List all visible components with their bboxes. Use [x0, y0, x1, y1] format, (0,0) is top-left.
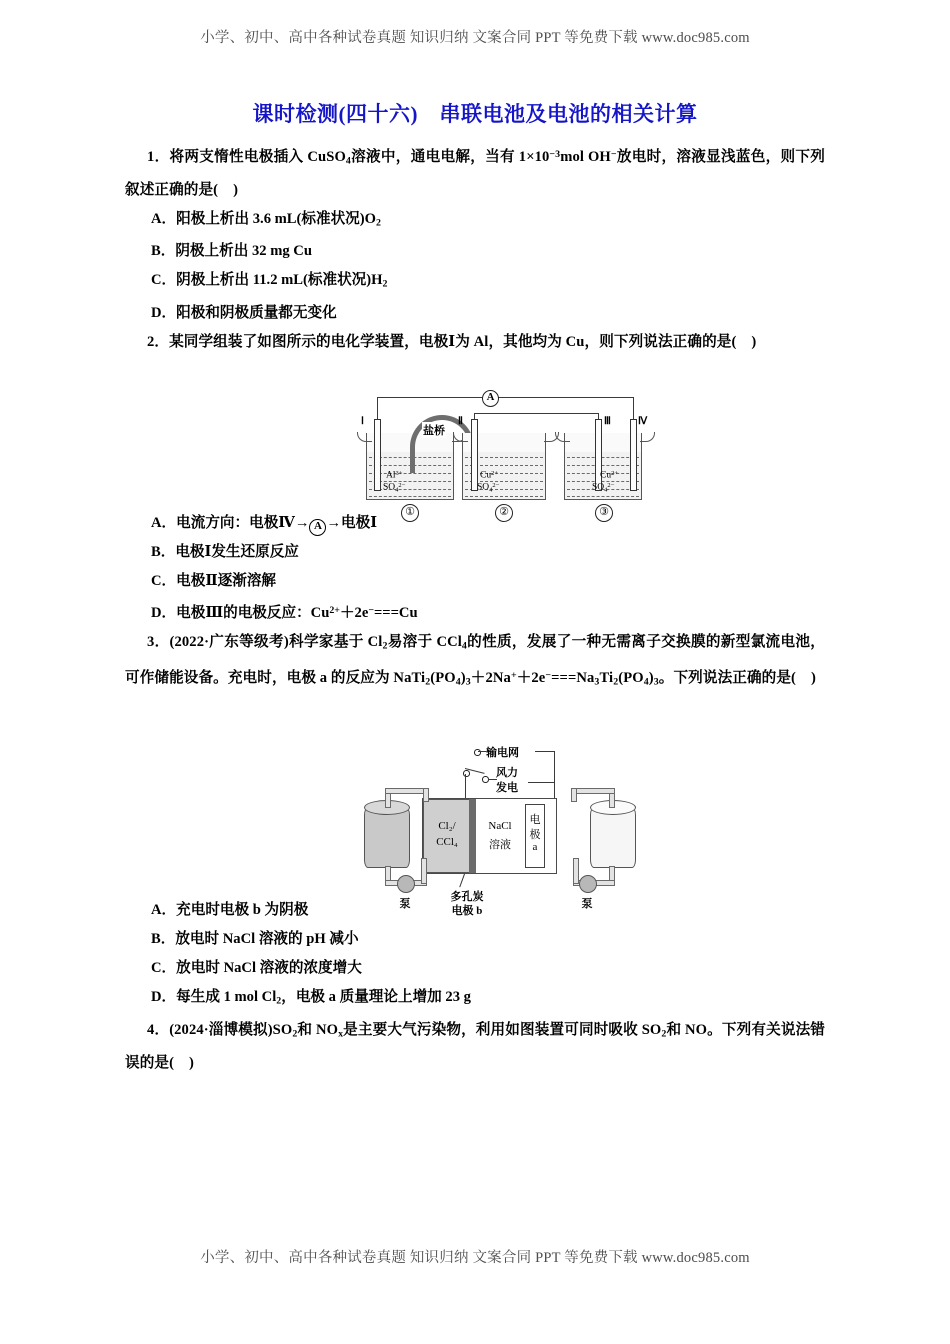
question-2-stem: 2．某同学组装了如图所示的电化学装置，电极Ⅰ为 Al，其他均为 Cu，则下列说法正确的是( ) — [147, 333, 757, 350]
electrode-b-label-1: 多孔炭 — [450, 891, 484, 903]
figure-chlorine-flow-battery — [352, 738, 648, 924]
ammeter-icon: A — [309, 519, 326, 536]
question-3-option-d[interactable]: D．每生成 1 mol $Cl_2$，电极 a 质量理论上增加 23 g — [151, 989, 471, 1007]
electrode-2 — [471, 419, 478, 491]
pipe-right-top — [571, 788, 615, 794]
pump-right-label: 泵 — [581, 898, 593, 910]
grid-label: 输电网 — [486, 747, 519, 759]
electrode-a-label-2: 极 — [529, 829, 541, 841]
beaker-1-spout-left — [357, 432, 372, 442]
wire-left-vertical — [377, 397, 378, 421]
wind-wire-right — [528, 782, 555, 783]
question-3-option-b[interactable]: B．放电时 NaCl 溶液的 pH 减小 — [151, 931, 359, 948]
beaker-3-spout-left — [555, 432, 570, 442]
beaker-3-cation-label: $Cu^{2+}$ — [600, 470, 618, 481]
salt-bridge-label: 盐桥 — [422, 422, 446, 438]
beaker-1-anion-label: $SO_4^{2-}$ — [383, 482, 406, 494]
chamber-left-label-2: CCl₄ — [436, 836, 458, 848]
wind-label-line2: 发电 — [496, 782, 518, 794]
porous-carbon-electrode-b — [469, 799, 476, 873]
wire-top-right — [497, 397, 634, 398]
chamber-left-label-1: Cl₂/ — [438, 820, 456, 832]
beaker-3-anion-label: $SO_4^{2-}$ — [592, 482, 615, 494]
page-header: 小学、初中、高中各种试卷真题 知识归纳 文案合同 PPT 等免费下载 www.doc985.com — [200, 30, 750, 46]
pump-left-label: 泵 — [399, 898, 411, 910]
question-3-option-a[interactable]: A．充电时电极 b 为阴极 — [151, 902, 309, 919]
ammeter-icon: A — [482, 390, 499, 407]
beaker-2-anion-label: $SO_4^{2-}$ — [477, 482, 500, 494]
beaker-2-cation-label: $Cu^{2+}$ — [480, 470, 498, 481]
question-1-option-a[interactable]: A．阳极上析出 3.6 mL(标准状况)$O_2$ — [151, 210, 381, 229]
wire-e2-e3-horizontal — [474, 413, 599, 414]
tank-left — [364, 807, 410, 868]
grid-wire-down — [554, 751, 555, 798]
grid-wire-right — [535, 751, 555, 752]
electrode-a-label-1: 电 — [529, 814, 541, 826]
question-4-stem: 4．(2024·淄博模拟)$SO_2$和 $NO_x$是主要大气污染物，利用如图装置可同时吸收 $SO_2$和 NO。下列有关说法错误的是( ) — [125, 1021, 825, 1071]
question-3-option-c[interactable]: C．放电时 NaCl 溶液的浓度增大 — [151, 960, 362, 977]
electrode-4-label: Ⅳ — [638, 416, 648, 427]
chamber-right-label-2: 溶液 — [489, 839, 511, 851]
question-1-option-d[interactable]: D．阳极和阴极质量都无变化 — [151, 304, 337, 321]
wind-label-line1: 风力 — [496, 767, 518, 779]
pipe-right-top-down — [571, 788, 577, 802]
pump-right — [579, 875, 597, 893]
pipe-right-bottom-up — [573, 858, 579, 884]
electrode-a-label-3: a — [532, 841, 538, 853]
question-2-option-b[interactable]: B．电极Ⅰ发生还原反应 — [151, 543, 299, 560]
pipe-left-top-down — [423, 788, 429, 802]
electrode-3-label: Ⅲ — [604, 416, 611, 427]
question-3-stem: 3．(2022·广东等级考)科学家基于 $Cl_2$易溶于 CCl$_4$的性质，发展了一种无需离子交换膜的新型氯流电池，可作储能设备。充电时，电极 a 的反应为 $NaTi_2(PO_4)_3+2Na^++2e^-===Na_3Ti_2(PO_4)_3$。下列说法正确的是( ) — [125, 634, 826, 688]
chamber-right-label-1: NaCl — [488, 820, 512, 832]
beaker-3-number: ③ — [595, 504, 613, 522]
beaker-1-number: ① — [401, 504, 419, 522]
tank-right — [590, 807, 636, 868]
page-title: 课时检测(四十六) 串联电池及电池的相关计算 — [252, 102, 698, 126]
electrode-b-leader — [459, 874, 465, 888]
question-2-option-c[interactable]: C．电极Ⅱ逐渐溶解 — [151, 572, 277, 589]
electrode-2-label: Ⅱ — [458, 416, 463, 427]
grid-terminal-lead — [478, 751, 486, 752]
page-footer: 小学、初中、高中各种试卷真题 知识归纳 文案合同 PPT 等免费下载 www.doc985.com — [200, 1250, 750, 1266]
electrode-b-label-2: 电极 b — [451, 905, 483, 917]
wire-top-left — [377, 397, 482, 398]
question-1-option-b[interactable]: B．阴极上析出 32 mg Cu — [151, 243, 312, 260]
beaker-2-number: ② — [495, 504, 513, 522]
electrode-1 — [374, 419, 381, 491]
electrode-1-label: Ⅰ — [361, 416, 364, 427]
question-1-stem: 1．将两支惰性电极插入 CuSO$_4$溶液中，通电电解，当有 $1\times 10^{-3}mol$ OH−放电时，溶液显浅蓝色，则下列叙述正确的是( ) — [125, 149, 826, 198]
pump-left — [397, 875, 415, 893]
question-2-option-a[interactable]: A．电流方向：电极Ⅳ→ A →电极Ⅰ — [125, 509, 825, 538]
pipe-left-bottom-up — [421, 858, 427, 884]
beaker-1-cation-label: $Al^{3+}$ — [386, 470, 403, 481]
electrode-4 — [630, 419, 637, 491]
question-1-option-c[interactable]: C．阴极上析出 11.2 mL(标准状况)$H_2$ — [151, 272, 388, 290]
wire-right-vertical — [633, 397, 634, 420]
document-content — [125, 140, 825, 1078]
figure-electrochemical-cells — [352, 386, 648, 522]
question-2-option-d[interactable]: D．电极Ⅲ的电极反应：$Cu^{2+}+2e^-===Cu$ — [151, 604, 418, 622]
